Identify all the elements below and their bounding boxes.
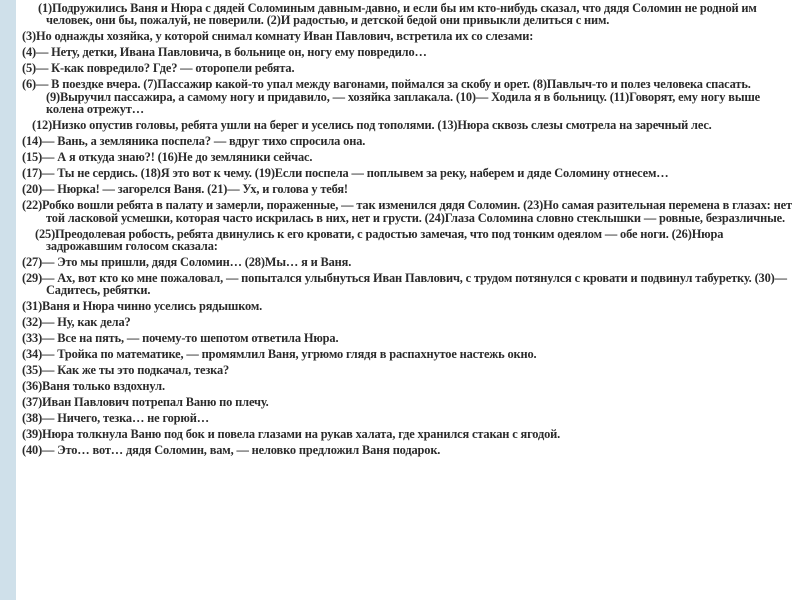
paragraph-15: (15)— А я откуда знаю?! (16)Не до земляники сейчас. xyxy=(22,150,313,165)
paragraph-6: (6)— В поездке вчера. (7)Пассажир какой-то упал между вагонами, поймался за скобу и орет. (8)Павлыч-то и полез человека спасать. (9)Выручил пассажира, а самому ногу и придавило, — хозяйка заплакала. (10)— Ходила я в больницу. (11)Говорят, ему ногу выше колена отрежут… xyxy=(22,77,761,117)
paragraph-37: (37)Иван Павлович потрепал Ваню по плечу. xyxy=(22,395,269,410)
paragraph-12: (12)Низко опустив головы, ребята ушли на берег и уселись под тополями. (13)Нюра сквозь слезы смотрела на заречный лес. xyxy=(32,118,712,133)
paragraph-5: (5)— К-как повредило? Где? — оторопели ребята. xyxy=(22,61,295,76)
paragraph-22: (22)Робко вошли ребята в палату и замерли, пораженные, — так изменился дядя Соломин. (23)Но самая разительная перемена в глазах: нет той ласковой усмешки, которая часто искрилась в них, нет и грусти. (24)Глаза Соломина словно стеклышки — ровные, безразличные. xyxy=(22,198,792,225)
paragraph-25: (25)Преодолевая робость, ребята двинулись к его кровати, с радостью замечая, что под тонким одеялом — обе ноги. (26)Нюра задрожавшим голосом сказала: xyxy=(35,226,724,254)
paragraph-34: (34)— Тройка по математике, — промямлил Ваня, угрюмо глядя в распахнутое настежь окно. xyxy=(22,347,537,362)
paragraph-33: (33)— Все на пять, — почему-то шепотом ответила Нюра. xyxy=(22,331,339,346)
paragraph-29: (29)— Ах, вот кто ко мне пожаловал, — попытался улыбнуться Иван Павлович, с трудом потянулся с кровати и подвинул табуретку. (30)— Садитесь, ребятки. xyxy=(22,271,787,298)
paragraph-4: (4)— Нету, детки, Ивана Павловича, в больнице он, ногу ему повредило… xyxy=(22,45,427,60)
paragraph-36: (36)Ваня только вздохнул. xyxy=(22,379,165,394)
paragraph-38: (38)— Ничего, тезка… не горюй… xyxy=(22,411,209,426)
paragraph-39: (39)Нюра толкнула Ваню под бок и повела глазами на рукав халата, где хранился стакан с ягодой. xyxy=(22,427,561,442)
story-text xyxy=(22,2,794,460)
paragraph-31: (31)Ваня и Нюра чинно уселись рядышком. xyxy=(22,299,263,314)
paragraph-3: (3)Но однажды хозяйка, у которой снимал комнату Иван Павлович, встретила их со слезами: xyxy=(22,29,534,44)
paragraph-20: (20)— Нюрка! — загорелся Ваня. (21)— Ух, и голова у тебя! xyxy=(22,182,348,197)
paragraph-40: (40)— Это… вот… дядя Соломин, вам, — неловко предложил Ваня подарок. xyxy=(22,443,441,458)
left-accent-stripe xyxy=(0,0,16,600)
paragraph-1: (1)Подружились Ваня и Нюра с дядей Соломиным давным-давно, и если бы им кто-нибудь сказал, что дядя Соломин не родной им человек, они бы, пожалуй, не поверили. (2)И радостью, и детской бедой они привыкли делиться с ним. xyxy=(38,1,757,28)
paragraph-35: (35)— Как же ты это подкачал, тезка? xyxy=(22,363,230,378)
paragraph-32: (32)— Ну, как дела? xyxy=(22,315,131,330)
paragraph-14: (14)— Вань, а земляника поспела? — вдруг тихо спросила она. xyxy=(22,134,366,149)
paragraph-27: (27)— Это мы пришли, дядя Соломин… (28)Мы… я и Ваня. xyxy=(22,255,352,270)
paragraph-17: (17)— Ты не сердись. (18)Я это вот к чему. (19)Если поспела — поплывем за реку, наберем и дяде Соломину отнесем… xyxy=(22,166,669,181)
